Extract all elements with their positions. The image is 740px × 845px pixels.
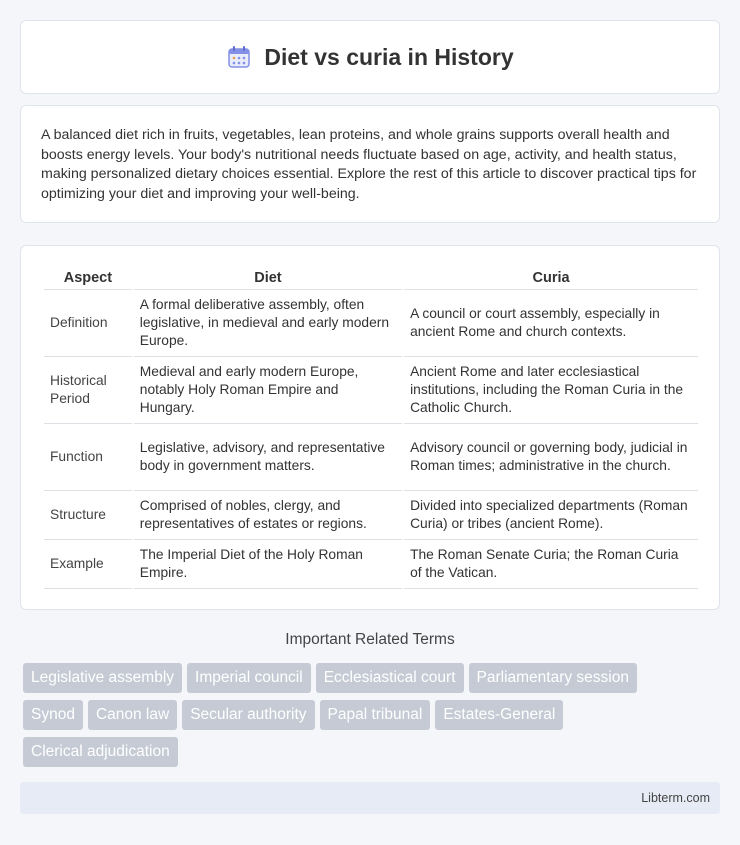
cell-aspect: Historical Period xyxy=(44,357,132,424)
cell-diet: Legislative, advisory, and representative body in government matters. xyxy=(134,424,402,491)
table-row xyxy=(44,357,698,424)
tag-legislative-assembly[interactable]: Legislative assembly xyxy=(23,663,182,693)
cell-aspect: Definition xyxy=(44,290,132,357)
cell-diet: A formal deliberative assembly, often legislative, in medieval and early modern Europe. xyxy=(134,290,402,357)
tag-clerical-adjudication[interactable]: Clerical adjudication xyxy=(23,737,178,767)
intro-text: A balanced diet rich in fruits, vegetables, lean proteins, and whole grains supports overall health and boosts energy levels. Your body's nutritional needs fluctuate based on age, activity, and health status, making personalized dietary choices essential. Explore the rest of this article to discover practical tips for optimizing your diet and improving your well-being. xyxy=(41,127,697,202)
cell-curia: Advisory council or governing body, judicial in Roman times; administrative in the church. xyxy=(404,424,698,491)
table-row xyxy=(44,540,698,589)
related-terms-list xyxy=(23,663,723,774)
intro-card xyxy=(20,105,720,223)
cell-aspect: Structure xyxy=(44,491,132,540)
tag-papal-tribunal[interactable]: Papal tribunal xyxy=(320,700,431,730)
cell-diet: Medieval and early modern Europe, notably Holy Roman Empire and Hungary. xyxy=(134,357,402,424)
comparison-card xyxy=(20,245,720,610)
table-row xyxy=(44,491,698,540)
tag-estates-general[interactable]: Estates-General xyxy=(435,700,563,730)
tag-canon-law[interactable]: Canon law xyxy=(88,700,177,730)
cell-aspect: Function xyxy=(44,424,132,491)
footer xyxy=(20,782,720,814)
tag-secular-authority[interactable]: Secular authority xyxy=(182,700,314,730)
cell-aspect: Example xyxy=(44,540,132,589)
tag-imperial-council[interactable]: Imperial council xyxy=(187,663,311,693)
header-curia: Curia xyxy=(404,266,698,290)
table-row xyxy=(44,290,698,357)
calendar-icon xyxy=(226,44,252,70)
tag-ecclesiastical-court[interactable]: Ecclesiastical court xyxy=(316,663,464,693)
comparison-table xyxy=(42,266,700,589)
cell-diet: The Imperial Diet of the Holy Roman Empire. xyxy=(134,540,402,589)
cell-diet: Comprised of nobles, clergy, and representatives of estates or regions. xyxy=(134,491,402,540)
header-diet: Diet xyxy=(134,266,402,290)
cell-curia: A council or court assembly, especially in ancient Rome and church contexts. xyxy=(404,290,698,357)
cell-curia: Ancient Rome and later ecclesiastical institutions, including the Roman Curia in the Catholic Church. xyxy=(404,357,698,424)
cell-curia: Divided into specialized departments (Roman Curia) or tribes (ancient Rome). xyxy=(404,491,698,540)
related-terms-title: Important Related Terms xyxy=(285,631,455,648)
cell-curia: The Roman Senate Curia; the Roman Curia of the Vatican. xyxy=(404,540,698,589)
footer-site-link[interactable]: Libterm.com xyxy=(641,791,710,805)
tag-parliamentary-session[interactable]: Parliamentary session xyxy=(469,663,637,693)
tag-synod[interactable]: Synod xyxy=(23,700,83,730)
header-card xyxy=(20,20,720,94)
table-header-row xyxy=(44,266,698,290)
table-row xyxy=(44,424,698,491)
header-aspect: Aspect xyxy=(44,266,132,290)
page-title: Diet vs curia in History xyxy=(264,43,514,70)
